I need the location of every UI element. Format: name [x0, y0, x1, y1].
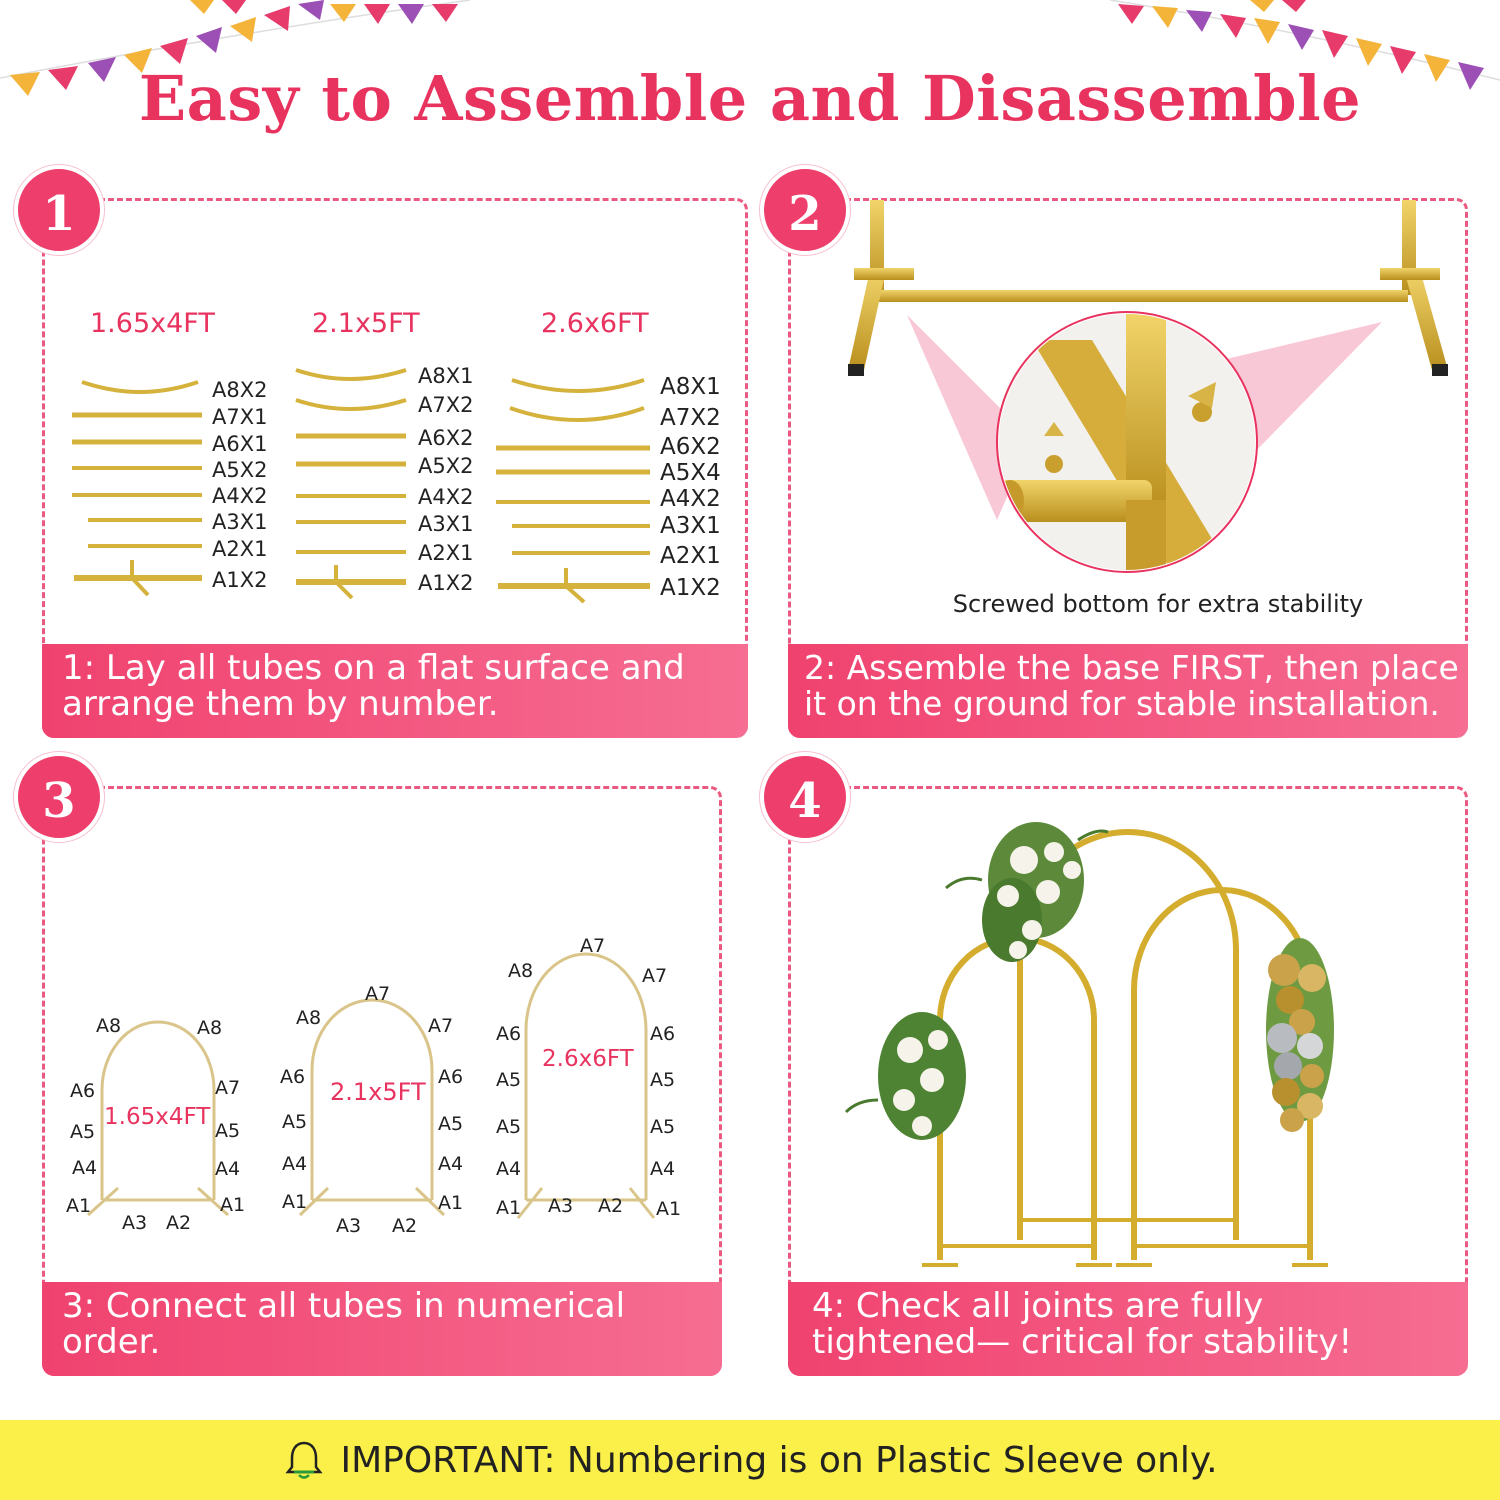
part-label: A5X4	[660, 460, 721, 486]
arch-label: A1	[438, 1192, 464, 1214]
part-label: A4X2	[418, 485, 474, 509]
flower-arrangement-left	[846, 1012, 966, 1140]
arch-label: A3	[122, 1212, 148, 1234]
arch-label: A2	[392, 1215, 418, 1237]
arch-label: A2	[166, 1212, 192, 1234]
part-label: A1X2	[418, 571, 474, 595]
part-label: A3X1	[418, 512, 474, 536]
part-label: A5X2	[212, 458, 268, 482]
balloon-cluster	[1266, 938, 1334, 1132]
part-label: A3X1	[660, 513, 721, 539]
caption-line: 4: Check all joints are fully	[812, 1286, 1264, 1326]
arch-label: A4	[282, 1153, 308, 1175]
step-4-caption	[788, 1282, 1468, 1376]
parts-column-1	[72, 308, 267, 595]
arch-label: A5	[70, 1121, 96, 1143]
arch-label: A3	[336, 1215, 362, 1237]
arch-diagram-3	[518, 954, 654, 1218]
arch-labels-3	[496, 935, 681, 1220]
part-label: A6X1	[212, 432, 268, 456]
arch-label: A6	[496, 1023, 522, 1045]
arch-label: A4	[438, 1153, 464, 1175]
arch-diagram-2	[300, 1000, 444, 1215]
caption-line: 3: Connect all tubes in numerical	[62, 1286, 626, 1326]
part-label: A7X2	[418, 393, 474, 417]
arch-label: A8	[197, 1017, 223, 1039]
arch-label: A3	[548, 1195, 574, 1217]
step-1-caption	[42, 644, 748, 738]
parts-column-3	[496, 308, 721, 602]
parts-size-label: 1.65x4FT	[90, 308, 215, 339]
arch-label: A5	[282, 1111, 308, 1133]
arch-label: A5	[496, 1069, 522, 1091]
arch-label: A7	[215, 1077, 241, 1099]
part-label: A4X2	[212, 484, 268, 508]
arch-label: A6	[280, 1066, 306, 1088]
part-label: A8X1	[660, 374, 721, 400]
step-3-caption	[42, 1282, 722, 1376]
important-text: IMPORTANT: Numbering is on Plastic Sleeve only.	[340, 1439, 1218, 1481]
arch-label: A4	[215, 1158, 241, 1180]
arch-label: A4	[496, 1158, 522, 1180]
bell-icon	[282, 1438, 326, 1482]
part-label: A2X1	[418, 541, 474, 565]
part-label: A1X2	[660, 575, 721, 601]
parts-layout-illustration	[60, 290, 740, 630]
arch-size-label: 1.65x4FT	[104, 1104, 211, 1130]
part-label: A2X1	[660, 543, 721, 569]
arch-label: A5	[650, 1116, 676, 1138]
arch-size-label: 2.1x5FT	[330, 1078, 426, 1106]
step-1-badge: 1	[14, 165, 104, 255]
arch-label: A2	[598, 1195, 624, 1217]
part-label: A8X1	[418, 364, 474, 388]
base-note: Screwed bottom for extra stability	[952, 590, 1364, 618]
parts-size-label: 2.1x5FT	[312, 308, 420, 339]
arch-assembly-illustration	[60, 930, 700, 1250]
page-title: Easy to Assemble and Disassemble	[138, 62, 1362, 135]
finished-arches-illustration	[792, 800, 1464, 1278]
arch-label: A8	[296, 1007, 322, 1029]
arch-label: A6	[438, 1066, 464, 1088]
caption-line: 2: Assemble the base FIRST, then place	[804, 648, 1459, 687]
caption-line: order.	[62, 1322, 161, 1362]
step-2-caption	[788, 644, 1468, 738]
arch-label: A7	[365, 983, 391, 1005]
arch-label: A5	[215, 1120, 241, 1142]
caption-line: 1: Lay all tubes on a flat surface and	[62, 648, 685, 688]
caption-line: tightened— critical for stability!	[812, 1322, 1353, 1362]
arch-label: A7	[428, 1015, 454, 1037]
arch-label: A1	[220, 1194, 246, 1216]
important-banner	[0, 1420, 1500, 1500]
arch-label: A6	[70, 1080, 96, 1102]
arch-label: A6	[650, 1023, 676, 1045]
part-label: A6X2	[660, 434, 721, 460]
part-label: A8X2	[212, 378, 268, 402]
part-label: A1X2	[212, 568, 268, 592]
arch-label: A1	[496, 1197, 522, 1219]
arch-label: A8	[96, 1015, 122, 1037]
arch-label: A4	[650, 1158, 676, 1180]
part-label: A2X1	[212, 537, 268, 561]
caption-line: it on the ground for stable installation.	[804, 684, 1440, 723]
step-2-badge: 2	[760, 165, 850, 255]
step-4-badge: 4	[760, 752, 850, 842]
arch-label: A5	[438, 1113, 464, 1135]
arch-label: A8	[508, 960, 534, 982]
part-label: A7X2	[660, 405, 721, 431]
arch-label: A5	[650, 1069, 676, 1091]
base-illustration	[792, 200, 1464, 640]
arch-label: A1	[282, 1191, 308, 1213]
part-label: A3X1	[212, 510, 268, 534]
arch-label: A5	[496, 1116, 522, 1138]
arch-label: A7	[642, 965, 668, 987]
parts-size-label: 2.6x6FT	[541, 308, 649, 339]
part-label: A4X2	[660, 486, 721, 512]
arch-label: A4	[72, 1157, 98, 1179]
part-label: A7X1	[212, 405, 268, 429]
arch-size-label: 2.6x6FT	[542, 1046, 634, 1072]
caption-line: arrange them by number.	[62, 684, 499, 724]
part-label: A6X2	[418, 426, 474, 450]
part-label: A5X2	[418, 454, 474, 478]
arch-label: A7	[580, 935, 606, 957]
parts-column-2	[296, 308, 473, 598]
step-3-badge: 3	[14, 752, 104, 842]
arch-label: A1	[66, 1195, 92, 1217]
arch-label: A1	[656, 1198, 682, 1220]
